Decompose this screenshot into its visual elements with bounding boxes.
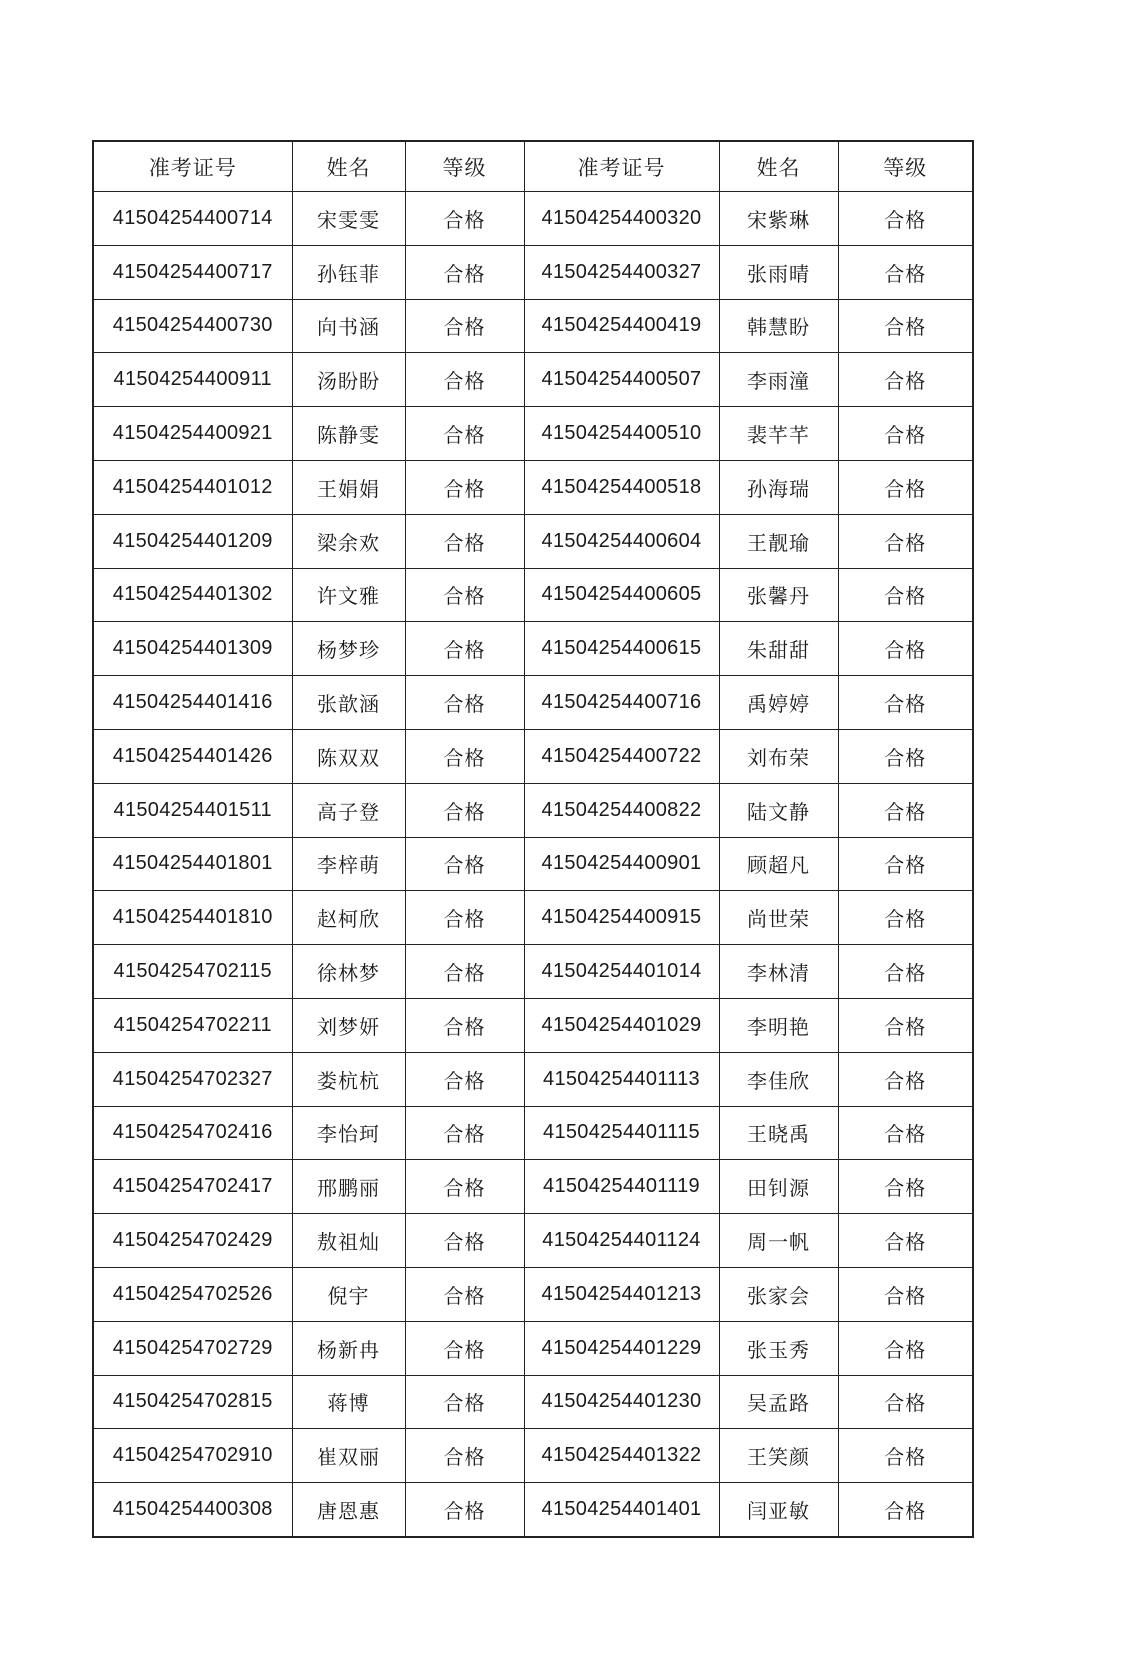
cell-name-left: 唐恩惠	[292, 1483, 405, 1537]
table-row	[93, 1321, 973, 1375]
cell-name-left: 向书涵	[292, 299, 405, 353]
cell-grade-left: 合格	[405, 514, 524, 568]
cell-exam-id-right: 41504254401124	[524, 1214, 719, 1268]
table-row	[93, 407, 973, 461]
table-row	[93, 299, 973, 353]
cell-grade-right: 合格	[838, 729, 973, 783]
table-row	[93, 891, 973, 945]
cell-name-left: 蒋博	[292, 1375, 405, 1429]
cell-exam-id-left: 41504254702211	[93, 998, 292, 1052]
cell-name-right: 李雨潼	[719, 353, 838, 407]
cell-name-right: 刘布荣	[719, 729, 838, 783]
results-sheet	[92, 140, 972, 1538]
cell-name-left: 杨梦珍	[292, 622, 405, 676]
cell-exam-id-left: 41504254401209	[93, 514, 292, 568]
table-row	[93, 729, 973, 783]
cell-exam-id-right: 41504254400510	[524, 407, 719, 461]
cell-name-left: 陈双双	[292, 729, 405, 783]
cell-grade-right: 合格	[838, 1375, 973, 1429]
cell-exam-id-left: 41504254702910	[93, 1429, 292, 1483]
cell-grade-left: 合格	[405, 1483, 524, 1537]
table-row	[93, 1052, 973, 1106]
cell-grade-right: 合格	[838, 998, 973, 1052]
cell-grade-left: 合格	[405, 1106, 524, 1160]
cell-grade-left: 合格	[405, 1429, 524, 1483]
cell-grade-left: 合格	[405, 1321, 524, 1375]
cell-name-left: 宋雯雯	[292, 192, 405, 246]
cell-exam-id-left: 41504254400308	[93, 1483, 292, 1537]
cell-grade-right: 合格	[838, 783, 973, 837]
cell-name-left: 赵柯欣	[292, 891, 405, 945]
cell-exam-id-left: 41504254702416	[93, 1106, 292, 1160]
header-row	[93, 141, 973, 192]
cell-grade-left: 合格	[405, 245, 524, 299]
cell-grade-left: 合格	[405, 192, 524, 246]
cell-grade-left: 合格	[405, 299, 524, 353]
cell-name-left: 张歆涵	[292, 676, 405, 730]
cell-grade-right: 合格	[838, 676, 973, 730]
cell-grade-right: 合格	[838, 1214, 973, 1268]
table-row	[93, 1106, 973, 1160]
cell-grade-right: 合格	[838, 1160, 973, 1214]
cell-grade-left: 合格	[405, 729, 524, 783]
cell-grade-right: 合格	[838, 353, 973, 407]
cell-name-right: 韩慧盼	[719, 299, 838, 353]
cell-grade-right: 合格	[838, 837, 973, 891]
cell-exam-id-left: 41504254401426	[93, 729, 292, 783]
cell-exam-id-left: 41504254401309	[93, 622, 292, 676]
cell-name-right: 陆文静	[719, 783, 838, 837]
cell-exam-id-left: 41504254400717	[93, 245, 292, 299]
cell-name-left: 徐林梦	[292, 945, 405, 999]
cell-grade-left: 合格	[405, 353, 524, 407]
table-row	[93, 1483, 973, 1537]
cell-name-left: 许文雅	[292, 568, 405, 622]
header-grade-right: 等级	[838, 141, 973, 192]
cell-exam-id-left: 41504254702327	[93, 1052, 292, 1106]
cell-exam-id-left: 41504254702815	[93, 1375, 292, 1429]
cell-name-right: 吴孟路	[719, 1375, 838, 1429]
cell-exam-id-right: 41504254400604	[524, 514, 719, 568]
cell-name-right: 王笑颜	[719, 1429, 838, 1483]
cell-name-right: 李林清	[719, 945, 838, 999]
cell-name-right: 宋紫琳	[719, 192, 838, 246]
cell-grade-left: 合格	[405, 998, 524, 1052]
table-row	[93, 945, 973, 999]
cell-exam-id-right: 41504254401113	[524, 1052, 719, 1106]
header-exam-id-left: 准考证号	[93, 141, 292, 192]
cell-name-right: 周一帆	[719, 1214, 838, 1268]
cell-exam-id-right: 41504254400915	[524, 891, 719, 945]
table-row	[93, 676, 973, 730]
cell-exam-id-right: 41504254401213	[524, 1267, 719, 1321]
cell-name-right: 闫亚敏	[719, 1483, 838, 1537]
table-row	[93, 1160, 973, 1214]
cell-exam-id-right: 41504254401401	[524, 1483, 719, 1537]
cell-name-right: 朱甜甜	[719, 622, 838, 676]
cell-grade-right: 合格	[838, 1483, 973, 1537]
cell-name-right: 张馨丹	[719, 568, 838, 622]
cell-grade-right: 合格	[838, 1429, 973, 1483]
cell-grade-right: 合格	[838, 407, 973, 461]
table-row	[93, 568, 973, 622]
table-row	[93, 1429, 973, 1483]
cell-exam-id-left: 41504254400714	[93, 192, 292, 246]
results-table	[92, 140, 974, 1538]
table-row	[93, 1375, 973, 1429]
table-row	[93, 1214, 973, 1268]
cell-exam-id-left: 41504254401810	[93, 891, 292, 945]
cell-grade-right: 合格	[838, 245, 973, 299]
cell-grade-right: 合格	[838, 891, 973, 945]
cell-exam-id-left: 41504254702115	[93, 945, 292, 999]
cell-name-right: 李明艳	[719, 998, 838, 1052]
cell-exam-id-right: 41504254401029	[524, 998, 719, 1052]
cell-name-left: 李怡珂	[292, 1106, 405, 1160]
cell-grade-right: 合格	[838, 1267, 973, 1321]
cell-exam-id-left: 41504254400911	[93, 353, 292, 407]
table-row	[93, 622, 973, 676]
cell-exam-id-right: 41504254401230	[524, 1375, 719, 1429]
cell-exam-id-left: 41504254401511	[93, 783, 292, 837]
cell-name-right: 王晓禹	[719, 1106, 838, 1160]
cell-exam-id-right: 41504254400320	[524, 192, 719, 246]
cell-exam-id-right: 41504254400615	[524, 622, 719, 676]
cell-exam-id-right: 41504254400327	[524, 245, 719, 299]
cell-exam-id-left: 41504254702526	[93, 1267, 292, 1321]
cell-grade-left: 合格	[405, 783, 524, 837]
table-row	[93, 1267, 973, 1321]
table-row	[93, 998, 973, 1052]
cell-grade-left: 合格	[405, 460, 524, 514]
cell-name-left: 刘梦妍	[292, 998, 405, 1052]
header-name-right: 姓名	[719, 141, 838, 192]
cell-exam-id-left: 41504254702429	[93, 1214, 292, 1268]
cell-exam-id-right: 41504254401229	[524, 1321, 719, 1375]
table-row	[93, 783, 973, 837]
cell-name-right: 王靓瑜	[719, 514, 838, 568]
cell-name-left: 高子登	[292, 783, 405, 837]
cell-grade-left: 合格	[405, 1375, 524, 1429]
cell-exam-id-left: 41504254702417	[93, 1160, 292, 1214]
cell-name-right: 禹婷婷	[719, 676, 838, 730]
cell-exam-id-left: 41504254401302	[93, 568, 292, 622]
table-row	[93, 353, 973, 407]
cell-grade-left: 合格	[405, 1160, 524, 1214]
cell-name-right: 尚世荣	[719, 891, 838, 945]
cell-exam-id-right: 41504254401014	[524, 945, 719, 999]
table-row	[93, 837, 973, 891]
cell-grade-left: 合格	[405, 891, 524, 945]
cell-exam-id-right: 41504254400716	[524, 676, 719, 730]
cell-name-left: 梁余欢	[292, 514, 405, 568]
cell-exam-id-left: 41504254401801	[93, 837, 292, 891]
cell-grade-left: 合格	[405, 622, 524, 676]
cell-grade-left: 合格	[405, 1214, 524, 1268]
cell-name-right: 田钊源	[719, 1160, 838, 1214]
table-body	[93, 192, 973, 1537]
cell-grade-right: 合格	[838, 514, 973, 568]
cell-exam-id-right: 41504254400605	[524, 568, 719, 622]
cell-grade-right: 合格	[838, 945, 973, 999]
header-exam-id-right: 准考证号	[524, 141, 719, 192]
cell-name-left: 杨新冉	[292, 1321, 405, 1375]
cell-grade-left: 合格	[405, 945, 524, 999]
cell-name-left: 敖祖灿	[292, 1214, 405, 1268]
cell-grade-left: 合格	[405, 1052, 524, 1106]
cell-grade-left: 合格	[405, 407, 524, 461]
cell-exam-id-right: 41504254400722	[524, 729, 719, 783]
cell-exam-id-right: 41504254400901	[524, 837, 719, 891]
cell-grade-right: 合格	[838, 299, 973, 353]
cell-exam-id-right: 41504254400507	[524, 353, 719, 407]
cell-exam-id-left: 41504254702729	[93, 1321, 292, 1375]
cell-exam-id-right: 41504254401119	[524, 1160, 719, 1214]
cell-grade-left: 合格	[405, 676, 524, 730]
cell-name-left: 王娟娟	[292, 460, 405, 514]
cell-name-left: 娄杭杭	[292, 1052, 405, 1106]
cell-name-left: 李梓萌	[292, 837, 405, 891]
cell-grade-left: 合格	[405, 568, 524, 622]
cell-exam-id-left: 41504254400921	[93, 407, 292, 461]
cell-grade-right: 合格	[838, 460, 973, 514]
header-name-left: 姓名	[292, 141, 405, 192]
cell-exam-id-right: 41504254401322	[524, 1429, 719, 1483]
cell-grade-right: 合格	[838, 192, 973, 246]
cell-grade-right: 合格	[838, 622, 973, 676]
cell-grade-left: 合格	[405, 837, 524, 891]
table-row	[93, 192, 973, 246]
cell-grade-right: 合格	[838, 568, 973, 622]
cell-name-left: 崔双丽	[292, 1429, 405, 1483]
cell-name-left: 邢鹏丽	[292, 1160, 405, 1214]
cell-exam-id-left: 41504254401012	[93, 460, 292, 514]
table-row	[93, 514, 973, 568]
cell-name-left: 孙钰菲	[292, 245, 405, 299]
cell-exam-id-left: 41504254400730	[93, 299, 292, 353]
cell-name-right: 裴芊芊	[719, 407, 838, 461]
cell-grade-right: 合格	[838, 1106, 973, 1160]
cell-grade-left: 合格	[405, 1267, 524, 1321]
cell-exam-id-right: 41504254400419	[524, 299, 719, 353]
cell-name-left: 陈静雯	[292, 407, 405, 461]
cell-exam-id-right: 41504254401115	[524, 1106, 719, 1160]
cell-name-left: 倪宇	[292, 1267, 405, 1321]
cell-name-right: 孙海瑞	[719, 460, 838, 514]
cell-exam-id-right: 41504254400518	[524, 460, 719, 514]
table-row	[93, 460, 973, 514]
cell-grade-right: 合格	[838, 1321, 973, 1375]
cell-name-right: 张雨晴	[719, 245, 838, 299]
cell-name-right: 张家会	[719, 1267, 838, 1321]
cell-grade-right: 合格	[838, 1052, 973, 1106]
table-row	[93, 245, 973, 299]
cell-exam-id-left: 41504254401416	[93, 676, 292, 730]
cell-name-right: 张玉秀	[719, 1321, 838, 1375]
cell-name-right: 顾超凡	[719, 837, 838, 891]
header-grade-left: 等级	[405, 141, 524, 192]
cell-name-right: 李佳欣	[719, 1052, 838, 1106]
cell-name-left: 汤盼盼	[292, 353, 405, 407]
cell-exam-id-right: 41504254400822	[524, 783, 719, 837]
